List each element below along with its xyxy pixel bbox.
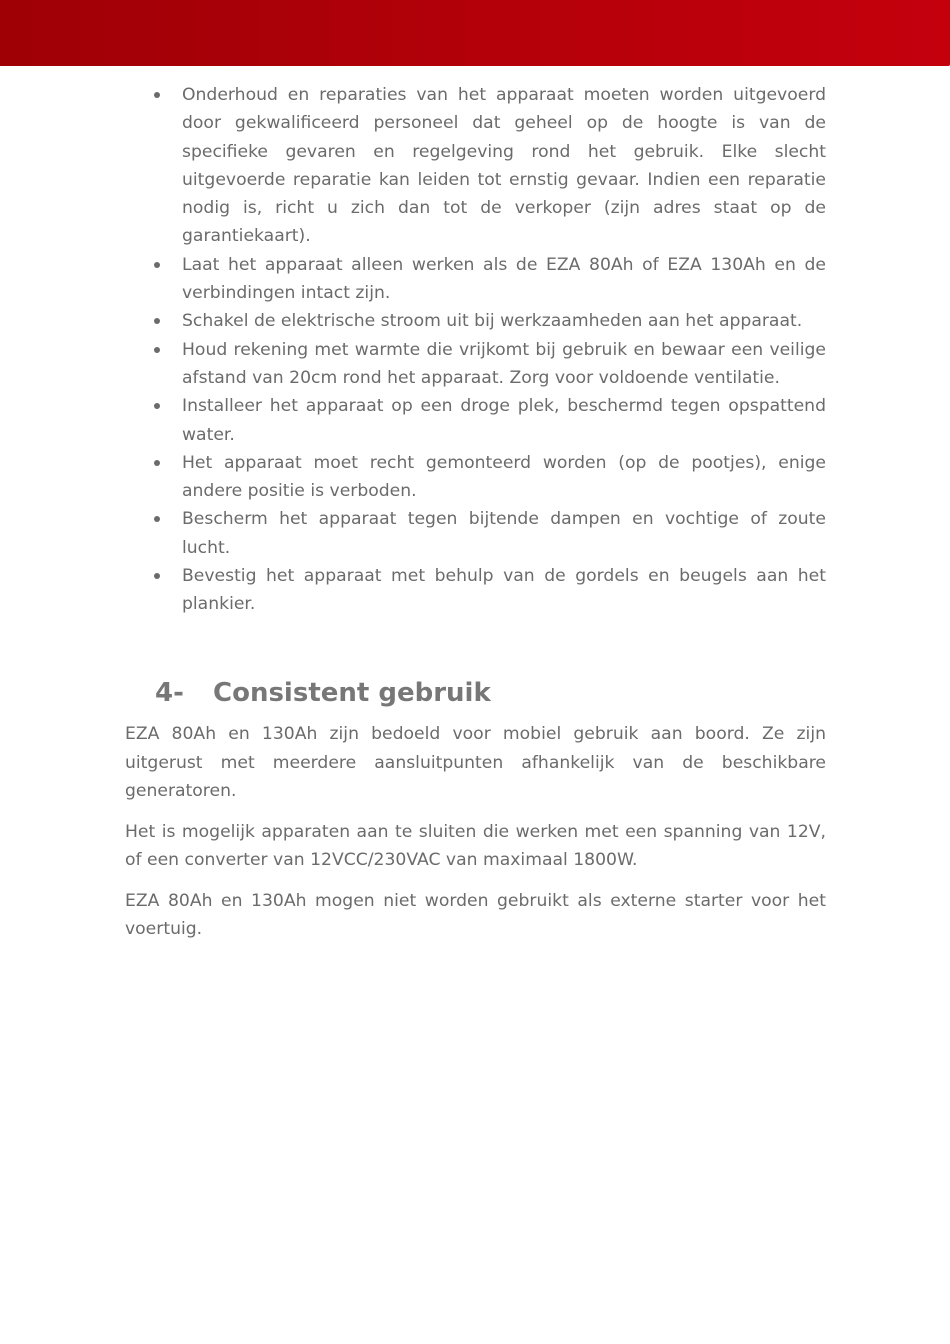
list-item-text: Installeer het apparaat op een droge plek, beschermd tegen opspattend water. [182, 396, 826, 445]
bullet-icon [154, 92, 160, 98]
section-heading [155, 675, 491, 711]
list-item [150, 81, 826, 251]
header-banner [0, 0, 950, 66]
bullet-icon [154, 347, 160, 353]
list-item-text: Bescherm het apparaat tegen bijtende dampen en vochtige of zoute lucht. [182, 509, 826, 558]
bullet-icon [154, 516, 160, 522]
list-item-text: Schakel de elektrische stroom uit bij werkzaamheden aan het apparaat. [182, 311, 803, 332]
list-item [150, 251, 826, 308]
list-item [150, 392, 826, 449]
list-item-text: Laat het apparaat alleen werken als de EZA 80Ah of EZA 130Ah en de verbindingen intact zijn. [182, 254, 826, 304]
bullet-icon [154, 262, 160, 268]
body-paragraph: EZA 80Ah en 130Ah zijn bedoeld voor mobiel gebruik aan boord. Ze zijn uitgerust met meerdere aansluitpunten afhankelijk van de beschikbare generatoren. [125, 724, 826, 801]
bullet-icon [154, 460, 160, 466]
bullet-icon [154, 403, 160, 409]
safety-bullet-list [150, 81, 826, 619]
list-item [150, 307, 826, 335]
section-number: 4- [155, 678, 184, 708]
list-item [150, 562, 826, 619]
section-title: Consistent gebruik [213, 678, 491, 708]
list-item-text: Onderhoud en reparaties van het apparaat moeten worden uitgevoerd door gekwalificeerd personeel dat geheel op de hoogte is van de specifieke gevaren en regelgeving rond het gebruik. Elke slecht uitgevoerde reparatie kan leiden tot ernstig gevaar. Indien een reparatie nodig is, richt u zich dan tot de verkoper (zijn adres staat op de garantiekaart). [182, 85, 826, 247]
list-item [150, 505, 826, 562]
body-paragraph: EZA 80Ah en 130Ah mogen niet worden gebruikt als externe starter voor het voertuig. [125, 890, 826, 939]
list-item [150, 449, 826, 506]
list-item [150, 336, 826, 393]
list-item-text: Houd rekening met warmte die vrijkomt bij gebruik en bewaar een veilige afstand van 20cm rond het apparaat. Zorg voor voldoende ventilatie. [182, 339, 826, 388]
bullet-icon [154, 318, 160, 324]
bullet-icon [154, 573, 160, 579]
body-paragraph: Het is mogelijk apparaten aan te sluiten die werken met een spanning van 12V, of een converter van 12VCC/230VAC van maximaal 1800W. [125, 821, 826, 870]
list-item-text: Het apparaat moet recht gemonteerd worden (op de pootjes), enige andere positie is verboden. [182, 452, 826, 502]
list-item-text: Bevestig het apparaat met behulp van de gordels en beugels aan het plankier. [182, 566, 826, 615]
section-body [125, 720, 826, 956]
